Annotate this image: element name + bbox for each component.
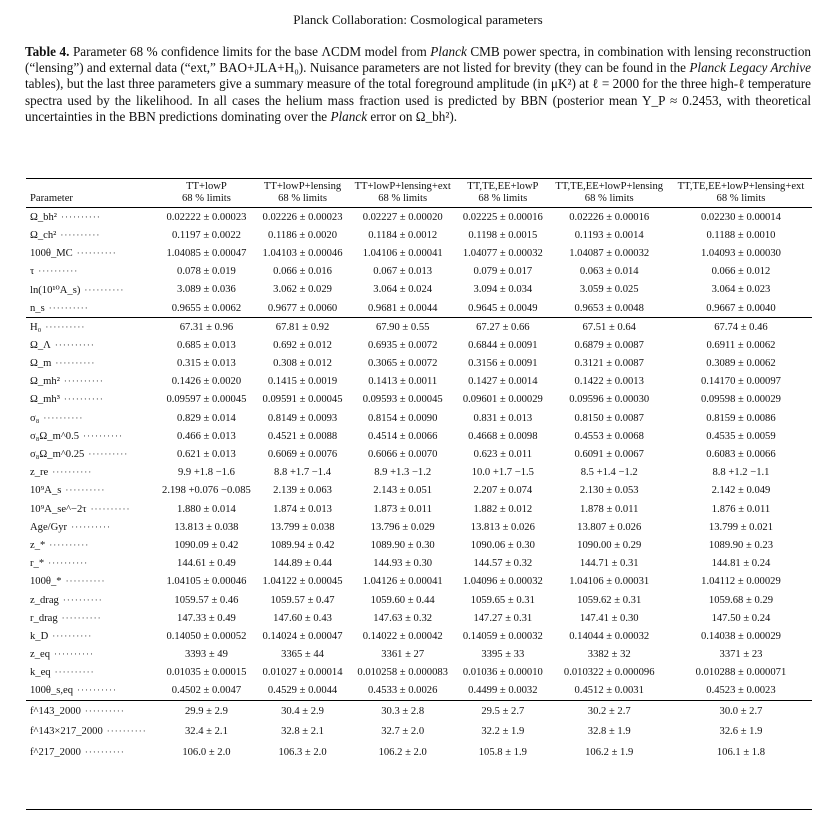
param-value: 0.4512 ± 0.0031 (574, 685, 644, 697)
param-value: 1.04087 ± 0.00032 (569, 247, 650, 259)
leader-dots: ·········· (48, 302, 89, 313)
param-value: 1.04085 ± 0.00047 (166, 247, 247, 259)
param-value: 1089.90 ± 0.23 (708, 539, 774, 551)
param-name: z_* ·········· (30, 539, 90, 551)
param-value: 1059.65 ± 0.31 (470, 594, 535, 606)
leader-dots: ·········· (55, 358, 96, 369)
param-value: 0.8159 ± 0.0086 (706, 412, 776, 424)
param-name: Ω_mh³ ·········· (30, 394, 104, 406)
param-name: Ω_bh² ·········· (30, 211, 101, 223)
param-value: 3371 ± 23 (719, 649, 763, 661)
table-row (26, 336, 812, 354)
param-value: 144.81 ± 0.24 (711, 558, 771, 570)
param-value: 1.04105 ± 0.00046 (166, 576, 247, 588)
param-value: 30.0 ± 2.7 (670, 701, 812, 722)
table-row (26, 281, 812, 299)
param-value: 1059.57 ± 0.46 (174, 594, 239, 606)
param-value: 0.4499 ± 0.0032 (468, 685, 538, 697)
param-name: Ω_mh² ·········· (30, 376, 104, 388)
param-value: 147.50 ± 0.24 (711, 612, 771, 624)
param-value: 3361 ± 27 (381, 649, 425, 661)
param-value: 0.09593 ± 0.00045 (362, 394, 443, 406)
param-value: 3.089 ± 0.036 (177, 284, 236, 296)
param-value: 2.130 ± 0.053 (579, 485, 639, 497)
param-value: 2.198 +0.076 −0.085 (162, 485, 251, 497)
base-parameters-group (26, 208, 812, 318)
param-value: 0.1415 ± 0.0019 (267, 376, 338, 388)
param-name: 100θ_s,eq ·········· (30, 685, 118, 697)
param-name: Ω_ch² ·········· (30, 229, 101, 241)
param-value: 0.621 ± 0.013 (177, 449, 236, 461)
table-bottom-rule (26, 809, 812, 810)
param-value: 0.14059 ± 0.00032 (462, 630, 543, 642)
param-value: 0.9667 ± 0.0040 (706, 302, 776, 314)
param-value: 0.066 ± 0.012 (711, 266, 771, 278)
leader-dots: ·········· (76, 247, 117, 258)
param-value: 0.692 ± 0.012 (273, 339, 332, 351)
param-value: 1.876 ± 0.011 (711, 503, 771, 515)
table-row (26, 664, 812, 682)
leader-dots: ·········· (52, 467, 93, 478)
table-row (26, 355, 812, 373)
table-row (26, 244, 812, 262)
table-row (26, 646, 812, 664)
param-value: 0.1197 ± 0.0022 (171, 229, 241, 241)
param-name: 100θ_* ·········· (30, 576, 106, 588)
param-value: 10.0 +1.7 −1.5 (471, 467, 534, 479)
param-value: 0.8150 ± 0.0087 (574, 412, 644, 424)
leader-dots: ·········· (71, 521, 112, 532)
param-value: 0.4521 ± 0.0088 (267, 430, 338, 442)
param-value: 2.139 ± 0.063 (273, 485, 332, 497)
param-value: 0.315 ± 0.013 (177, 358, 236, 370)
param-value: 1.874 ± 0.013 (273, 503, 332, 515)
param-value: 32.6 ± 1.9 (719, 726, 763, 738)
param-value: 0.1198 ± 0.0015 (468, 229, 538, 241)
param-value: 0.4502 ± 0.0047 (171, 685, 242, 697)
param-value: 1.880 ± 0.014 (177, 503, 236, 515)
param-value: 147.41 ± 0.30 (579, 612, 639, 624)
leader-dots: ·········· (63, 376, 104, 387)
table-row (26, 482, 812, 500)
param-value: 147.63 ± 0.32 (373, 612, 433, 624)
param-value: 3393 ± 49 (184, 649, 228, 661)
param-value: 0.4533 ± 0.0026 (367, 685, 438, 697)
param-value: 1.882 ± 0.012 (473, 503, 533, 515)
table-row (26, 409, 812, 427)
param-value: 2.142 ± 0.049 (711, 485, 771, 497)
table-top-rule (26, 178, 812, 179)
param-name: σ₈ ·········· (30, 412, 84, 424)
param-value: 1.04096 ± 0.00032 (462, 576, 543, 588)
param-value: 30.3 ± 2.8 (348, 701, 457, 722)
leader-dots: ·········· (83, 430, 124, 441)
param-value: 1.04077 ± 0.00032 (462, 247, 543, 259)
leader-dots: ·········· (61, 612, 102, 623)
table-row (26, 682, 812, 701)
leader-dots: ·········· (45, 321, 86, 332)
param-value: 144.61 ± 0.49 (177, 558, 236, 570)
param-value: 0.4529 ± 0.0044 (267, 685, 338, 697)
param-value: 8.9 +1.3 −1.2 (374, 467, 432, 479)
param-value: 0.9681 ± 0.0044 (367, 302, 438, 314)
table-row (26, 427, 812, 445)
param-value: 32.8 ± 1.9 (587, 726, 631, 738)
param-name: k_eq ·········· (30, 667, 95, 679)
leader-dots: ·········· (48, 558, 89, 569)
caption-label: Table 4. (25, 44, 70, 59)
table-row (26, 263, 812, 281)
param-value: 0.09596 ± 0.00030 (569, 394, 650, 406)
param-value: 8.8 +1.7 −1.4 (274, 467, 332, 479)
param-value: 32.7 ± 2.0 (381, 726, 425, 738)
param-value: 3365 ± 44 (281, 649, 324, 661)
param-value: 0.829 ± 0.014 (177, 412, 236, 424)
param-value: 0.1427 ± 0.0014 (468, 376, 538, 388)
param-name: Ω_m ·········· (30, 358, 96, 370)
param-value: 0.010322 ± 0.000096 (563, 667, 655, 679)
param-value: 0.3089 ± 0.0062 (706, 358, 776, 370)
param-value: 0.9655 ± 0.0062 (171, 302, 242, 314)
table-row (26, 226, 812, 244)
table-row (26, 299, 812, 318)
table-row (26, 536, 812, 554)
param-value: 0.066 ± 0.016 (273, 266, 332, 278)
param-value: 67.74 ± 0.46 (670, 318, 812, 337)
leader-dots: ·········· (63, 394, 104, 405)
leader-dots: ·········· (77, 685, 118, 696)
table-row (26, 722, 812, 743)
param-value: 0.067 ± 0.013 (373, 266, 433, 278)
param-value: 0.09601 ± 0.00029 (462, 394, 543, 406)
param-name: ln(10¹⁰A_s) ·········· (30, 284, 125, 296)
table-row (26, 518, 812, 536)
param-value: 1059.62 ± 0.31 (577, 594, 642, 606)
param-value: 0.1426 ± 0.0020 (171, 376, 242, 388)
param-value: 0.8154 ± 0.0090 (367, 412, 438, 424)
param-value: 13.799 ± 0.038 (270, 521, 335, 533)
param-value: 3.064 ± 0.024 (373, 284, 433, 296)
param-value: 106.1 ± 1.8 (716, 746, 766, 758)
leader-dots: ·········· (43, 412, 84, 423)
param-value: 0.02230 ± 0.00014 (700, 211, 781, 223)
table-row (26, 318, 812, 337)
param-value: 1.04122 ± 0.00045 (262, 576, 343, 588)
param-value: 2.207 ± 0.074 (473, 485, 533, 497)
param-value: 147.33 ± 0.49 (177, 612, 236, 624)
param-name: z_drag ·········· (30, 594, 103, 606)
param-value: 3382 ± 32 (587, 649, 631, 661)
table-row (26, 701, 812, 722)
param-value: 0.6069 ± 0.0076 (267, 449, 338, 461)
caption-planck-1: Planck (430, 44, 467, 59)
leader-dots: ·········· (84, 746, 125, 757)
leader-dots: ·········· (54, 339, 95, 350)
table-row (26, 500, 812, 518)
param-value: 13.796 ± 0.029 (370, 521, 435, 533)
column-header: TT+lowP+lensing 68 % limits (263, 181, 342, 204)
param-name: z_eq ·········· (30, 649, 94, 661)
param-value: 0.3121 ± 0.0087 (574, 358, 644, 370)
table-row (26, 445, 812, 463)
param-value: 0.9653 ± 0.0048 (574, 302, 644, 314)
param-name: H₀ ·········· (26, 318, 156, 337)
param-value: 0.4668 ± 0.0098 (468, 430, 538, 442)
param-value: 147.27 ± 0.31 (473, 612, 533, 624)
leader-dots: ·········· (52, 630, 93, 641)
param-value: 1.04106 ± 0.00031 (569, 576, 650, 588)
caption-text-4: error on Ω_bh²). (367, 108, 458, 124)
param-name: σ₈Ω_m^0.5 ·········· (30, 430, 124, 442)
param-value: 32.8 ± 2.1 (281, 726, 324, 738)
param-value: 0.4553 ± 0.0068 (574, 430, 644, 442)
param-value: 1089.90 ± 0.30 (370, 539, 435, 551)
column-header: TT,TE,EE+lowP+lensing+ext 68 % limits (677, 181, 805, 204)
param-value: 13.807 ± 0.026 (577, 521, 642, 533)
leader-dots: ·········· (49, 539, 90, 550)
param-value: 0.02225 ± 0.00016 (462, 211, 543, 223)
param-value: 0.14038 ± 0.00029 (700, 630, 781, 642)
param-name: z_re ·········· (30, 467, 93, 479)
param-value: 0.623 ± 0.011 (473, 449, 533, 461)
param-value: 3.094 ± 0.034 (473, 284, 533, 296)
param-value: 0.01035 ± 0.00015 (166, 667, 247, 679)
param-value: 2.143 ± 0.051 (373, 485, 433, 497)
param-value: 1.04112 ± 0.00029 (701, 576, 781, 588)
param-value: 0.14044 ± 0.00032 (569, 630, 650, 642)
param-value: 0.4523 ± 0.0023 (706, 685, 776, 697)
param-value: 0.1184 ± 0.0012 (368, 229, 438, 241)
table-row (26, 391, 812, 409)
param-value: 1.04103 ± 0.00046 (262, 247, 343, 259)
param-value: 32.2 ± 1.9 (481, 726, 525, 738)
table-row (26, 627, 812, 645)
table-row (26, 742, 812, 763)
param-name: σ₈Ω_m^0.25 ·········· (30, 449, 129, 461)
param-value: 144.71 ± 0.31 (579, 558, 639, 570)
param-value: 147.60 ± 0.43 (273, 612, 332, 624)
table-row (26, 609, 812, 627)
param-value: 0.6066 ± 0.0070 (367, 449, 438, 461)
table-row (26, 573, 812, 591)
param-value: 0.14024 ± 0.00047 (262, 630, 343, 642)
derived-parameters-group (26, 318, 812, 701)
param-value: 0.1188 ± 0.0010 (706, 229, 776, 241)
param-value: 0.9645 ± 0.0049 (468, 302, 538, 314)
param-name: r_drag ·········· (30, 612, 102, 624)
param-value: 1090.06 ± 0.30 (470, 539, 535, 551)
param-value: 0.4535 ± 0.0059 (706, 430, 776, 442)
param-value: 32.4 ± 2.1 (184, 726, 228, 738)
param-name: 10⁹A_s ·········· (30, 485, 106, 497)
table-row (26, 591, 812, 609)
param-value: 0.02226 ± 0.00016 (569, 211, 650, 223)
leader-dots: ·········· (38, 266, 79, 277)
param-value: 1059.60 ± 0.44 (370, 594, 435, 606)
param-value: 0.09598 ± 0.00029 (700, 394, 781, 406)
leader-dots: ·········· (60, 211, 101, 222)
param-value: 30.2 ± 2.7 (549, 701, 670, 722)
param-value: 30.4 ± 2.9 (257, 701, 348, 722)
param-value: 0.14170 ± 0.00097 (700, 376, 781, 388)
leader-dots: ·········· (90, 503, 131, 514)
leader-dots: ·········· (106, 726, 147, 737)
param-value: 3395 ± 33 (481, 649, 525, 661)
param-value: 105.8 ± 1.9 (478, 746, 527, 758)
caption-legacy-archive: Planck Legacy Archive (689, 60, 811, 76)
param-value: 106.0 ± 2.0 (182, 746, 231, 758)
param-value: 0.1422 ± 0.0013 (574, 376, 644, 388)
param-name: τ ·········· (30, 266, 79, 278)
param-value: 67.90 ± 0.55 (348, 318, 457, 337)
column-header: TT+lowP 68 % limits (182, 181, 231, 204)
leader-dots: ·········· (62, 594, 103, 605)
param-value: 0.02222 ± 0.00023 (166, 211, 247, 223)
leader-dots: ·········· (54, 649, 94, 660)
param-value: 1090.00 ± 0.29 (577, 539, 642, 551)
caption-text-1: Parameter 68 % confidence limits for the base ΛCDM model from (69, 44, 431, 59)
param-value: 0.09597 ± 0.00045 (166, 394, 247, 406)
param-name: 100θ_MC ·········· (30, 247, 117, 259)
param-value: 0.6091 ± 0.0067 (574, 449, 644, 461)
param-value: 13.813 ± 0.026 (470, 521, 535, 533)
param-value: 0.6844 ± 0.0091 (468, 339, 538, 351)
param-value: 0.9677 ± 0.0060 (267, 302, 338, 314)
param-value: 0.1413 ± 0.0011 (368, 376, 438, 388)
param-value: 0.010288 ± 0.000071 (695, 667, 787, 679)
param-value: 0.078 ± 0.019 (177, 266, 236, 278)
param-value: 1059.57 ± 0.47 (270, 594, 335, 606)
param-value: 29.5 ± 2.7 (457, 701, 548, 722)
leader-dots: ·········· (65, 576, 106, 587)
column-header: TT,TE,EE+lowP 68 % limits (467, 181, 539, 204)
running-head: Planck Collaboration: Cosmological parameters (293, 12, 543, 27)
param-value: 0.01027 ± 0.00014 (262, 667, 343, 679)
param-value: 3.064 ± 0.023 (711, 284, 771, 296)
table-header-row (26, 181, 812, 208)
param-value: 0.6911 ± 0.0062 (706, 339, 776, 351)
param-value: 0.466 ± 0.013 (177, 430, 236, 442)
param-value: 0.079 ± 0.017 (473, 266, 533, 278)
param-name: Ω_Λ ·········· (30, 339, 95, 351)
param-value: 3.062 ± 0.029 (273, 284, 332, 296)
table-row (26, 373, 812, 391)
param-value: 1.04106 ± 0.00041 (362, 247, 443, 259)
leader-dots: ·········· (54, 667, 95, 678)
column-header: TT,TE,EE+lowP+lensing 68 % limits (555, 181, 664, 204)
leader-dots: ·········· (84, 705, 125, 716)
param-value: 13.799 ± 0.021 (708, 521, 774, 533)
param-value: 0.685 ± 0.013 (177, 339, 236, 351)
param-value: 106.3 ± 2.0 (278, 746, 327, 758)
param-value: 0.14022 ± 0.00042 (362, 630, 443, 642)
param-value: 0.6083 ± 0.0066 (706, 449, 776, 461)
param-value: 0.831 ± 0.013 (473, 412, 533, 424)
param-value: 144.89 ± 0.44 (273, 558, 332, 570)
param-value: 0.02226 ± 0.00023 (262, 211, 343, 223)
param-header: Parameter (30, 193, 73, 204)
param-value: 0.14050 ± 0.00052 (166, 630, 247, 642)
param-value: 106.2 ± 2.0 (378, 746, 427, 758)
param-value: 8.8 +1.2 −1.1 (712, 467, 770, 479)
param-name: 10⁹A_se^−2τ ·········· (30, 503, 131, 515)
param-value: 1.04093 ± 0.00030 (700, 247, 781, 259)
param-value: 9.9 +1.8 −1.6 (177, 467, 235, 479)
param-value: 0.3065 ± 0.0072 (367, 358, 438, 370)
param-value: 67.81 ± 0.92 (257, 318, 348, 337)
table-row (26, 555, 812, 573)
leader-dots: ·········· (84, 284, 125, 295)
param-name: f^217_2000 ·········· (30, 746, 125, 758)
param-value: 1.873 ± 0.011 (373, 503, 432, 515)
caption-text-2: CMB power spectra, in combination with lensing reconstruction (“lensing”) and external data (“ext,” BAO+JLA+H₀). Nuisance parameters are not listed for brevity (they can be found in the (25, 44, 812, 76)
param-name: f^143_2000 ·········· (26, 701, 156, 722)
leader-dots: ·········· (60, 229, 101, 240)
param-value: 144.93 ± 0.30 (373, 558, 433, 570)
caption-text-3: tables), but the last three parameters give a summary measure of the total foreground amplitude (in μK²) at ℓ = 2000 for the three high-ℓ temperature spectra used by the likelihood. In all cases the helium mass fraction used is predicted by BBN (posterior mean Y_P ≈ 0.2453, with theoretical uncertainties in the BBN predictions dominating over the (25, 76, 811, 124)
table-caption (25, 44, 811, 125)
param-value: 0.4514 ± 0.0066 (367, 430, 438, 442)
column-header: TT+lowP+lensing+ext 68 % limits (354, 181, 451, 204)
table-row (26, 464, 812, 482)
param-name: r_* ·········· (30, 558, 89, 570)
param-value: 29.9 ± 2.9 (156, 701, 257, 722)
foreground-amplitudes-group (26, 701, 812, 763)
param-value: 1059.68 ± 0.29 (708, 594, 774, 606)
param-value: 0.1193 ± 0.0014 (574, 229, 644, 241)
param-name: f^143×217_2000 ·········· (30, 726, 147, 738)
param-value: 0.063 ± 0.014 (579, 266, 639, 278)
param-value: 0.1186 ± 0.0020 (268, 229, 338, 241)
param-value: 67.31 ± 0.96 (156, 318, 257, 337)
param-value: 0.09591 ± 0.00045 (262, 394, 343, 406)
param-value: 0.01036 ± 0.00010 (462, 667, 543, 679)
param-value: 1.04126 ± 0.00041 (362, 576, 443, 588)
param-value: 106.2 ± 1.9 (585, 746, 634, 758)
param-value: 0.010258 ± 0.000083 (357, 667, 448, 679)
param-name: k_D ·········· (30, 630, 93, 642)
param-value: 144.57 ± 0.32 (473, 558, 533, 570)
param-value: 0.308 ± 0.012 (273, 358, 332, 370)
param-value: 0.8149 ± 0.0093 (267, 412, 338, 424)
param-value: 0.6879 ± 0.0087 (574, 339, 644, 351)
param-value: 0.6935 ± 0.0072 (367, 339, 438, 351)
param-value: 13.813 ± 0.038 (174, 521, 239, 533)
table-row (26, 208, 812, 227)
param-value: 1089.94 ± 0.42 (270, 539, 335, 551)
leader-dots: ·········· (65, 485, 106, 496)
param-value: 3.059 ± 0.025 (579, 284, 639, 296)
param-value: 67.51 ± 0.64 (549, 318, 670, 337)
param-value: 8.5 +1.4 −1.2 (580, 467, 638, 479)
param-value: 1090.09 ± 0.42 (174, 539, 239, 551)
param-value: 0.02227 ± 0.00020 (362, 211, 443, 223)
param-value: 67.27 ± 0.66 (457, 318, 548, 337)
param-value: 0.3156 ± 0.0091 (468, 358, 538, 370)
parameter-table (26, 181, 812, 763)
caption-planck-2: Planck (330, 108, 368, 124)
param-name: Age/Gyr ·········· (30, 521, 112, 533)
param-name: n_s ·········· (30, 302, 89, 314)
leader-dots: ·········· (88, 449, 129, 460)
param-value: 1.878 ± 0.011 (580, 503, 639, 515)
